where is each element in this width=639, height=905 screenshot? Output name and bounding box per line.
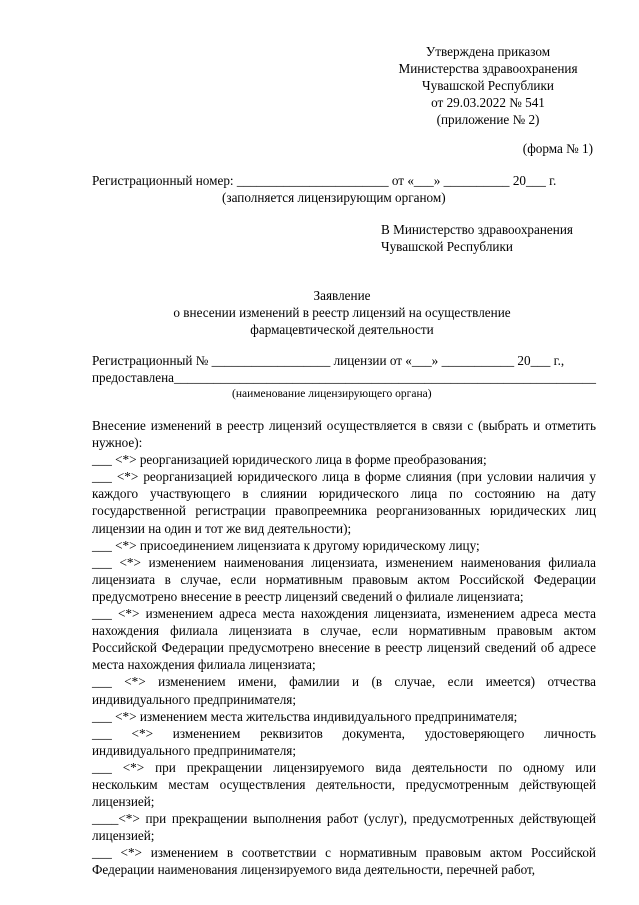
license-number-line: Регистрационный № __________________ лицензии от «___» ___________ 20___ г., <box>92 353 565 368</box>
option-item: ___ <*> изменением реквизитов документа, удостоверяющего личность индивидуального предпринимателя; <box>92 725 596 758</box>
option-item: ___ <*> изменением имени, фамилии и (в случае, если имеется) отчества индивидуального предпринимателя; <box>92 674 596 707</box>
title-line: Заявление <box>313 288 371 303</box>
form-number: (форма № 1) <box>522 141 593 156</box>
document-title <box>92 287 592 338</box>
option-item: ___ <*> присоединением лицензиата к другому юридическому лицу; <box>92 537 480 553</box>
approval-line: от 29.03.2022 № 541 <box>431 95 545 110</box>
title-line: о внесении изменений в реестр лицензий на осуществление <box>173 305 511 320</box>
approval-line: Министерства здравоохранения <box>398 61 578 76</box>
title-line: фармацевтической деятельности <box>250 322 434 337</box>
intro-paragraph: Внесение изменений в реестр лицензий осуществляется в связи с (выбрать и отметить нужное): <box>92 418 596 451</box>
registration-number-line: Регистрационный номер: _______________________ от «___» __________ 20___ г. <box>92 173 557 188</box>
approval-stamp <box>380 43 596 128</box>
recipient-line: Чувашской Республики <box>381 239 513 254</box>
license-provided-line: предоставлена________________________________________________________________ <box>92 370 596 385</box>
recipient-block <box>381 221 573 255</box>
option-item: ____<*> при прекращении выполнения работ (услуг), предусмотренных действующей лицензией; <box>92 811 596 844</box>
option-item: ___ <*> изменением места жительства индивидуального предпринимателя; <box>92 708 518 724</box>
option-item: ___ <*> реорганизацией юридического лица в форме преобразования; <box>92 452 487 468</box>
option-item: ___ <*> при прекращении лицензируемого вида деятельности по одному или нескольким местам осуществления деятельности, предусмотренным действующей лицензией; <box>92 759 596 810</box>
license-provided-note: (наименование лицензирующего органа) <box>232 388 432 400</box>
recipient-line: В Министерство здравоохранения <box>381 222 573 237</box>
approval-line: Чувашской Республики <box>422 78 554 93</box>
document-body <box>92 417 596 879</box>
approval-line: Утверждена приказом <box>425 44 551 59</box>
option-item: ___ <*> изменением наименования лицензиата, изменением наименования филиала лицензиата в случае, если нормативным правовым актом Российской Федерации предусмотрено внесение в реестр лицензий сведений о филиале лицензиата; <box>92 554 596 604</box>
registration-note: (заполняется лицензирующим органом) <box>222 190 446 205</box>
option-item: ___ <*> изменением адреса места нахождения лицензиата, изменением адреса места нахождения филиала лицензиата в случае, если нормативным правовым актом Российской Федерации предусмотрено внесение в реестр лицензий сведений об адресе места нахождения филиала лицензиата; <box>92 606 596 673</box>
option-item: ___ <*> реорганизацией юридического лица в форме слияния (при условии наличия у каждого участвующего в слиянии юридического лица по состоянию на дату государственной регистрации правопреемника реорганизованных юридических лиц лицензии на один и тот же вид деятельности); <box>92 469 596 536</box>
option-item: ___ <*> изменением в соответствии с нормативным правовым актом Российской Федерации наименования лицензируемого вида деятельности, перечней работ, <box>92 845 596 878</box>
approval-line: (приложение № 2) <box>436 112 540 127</box>
